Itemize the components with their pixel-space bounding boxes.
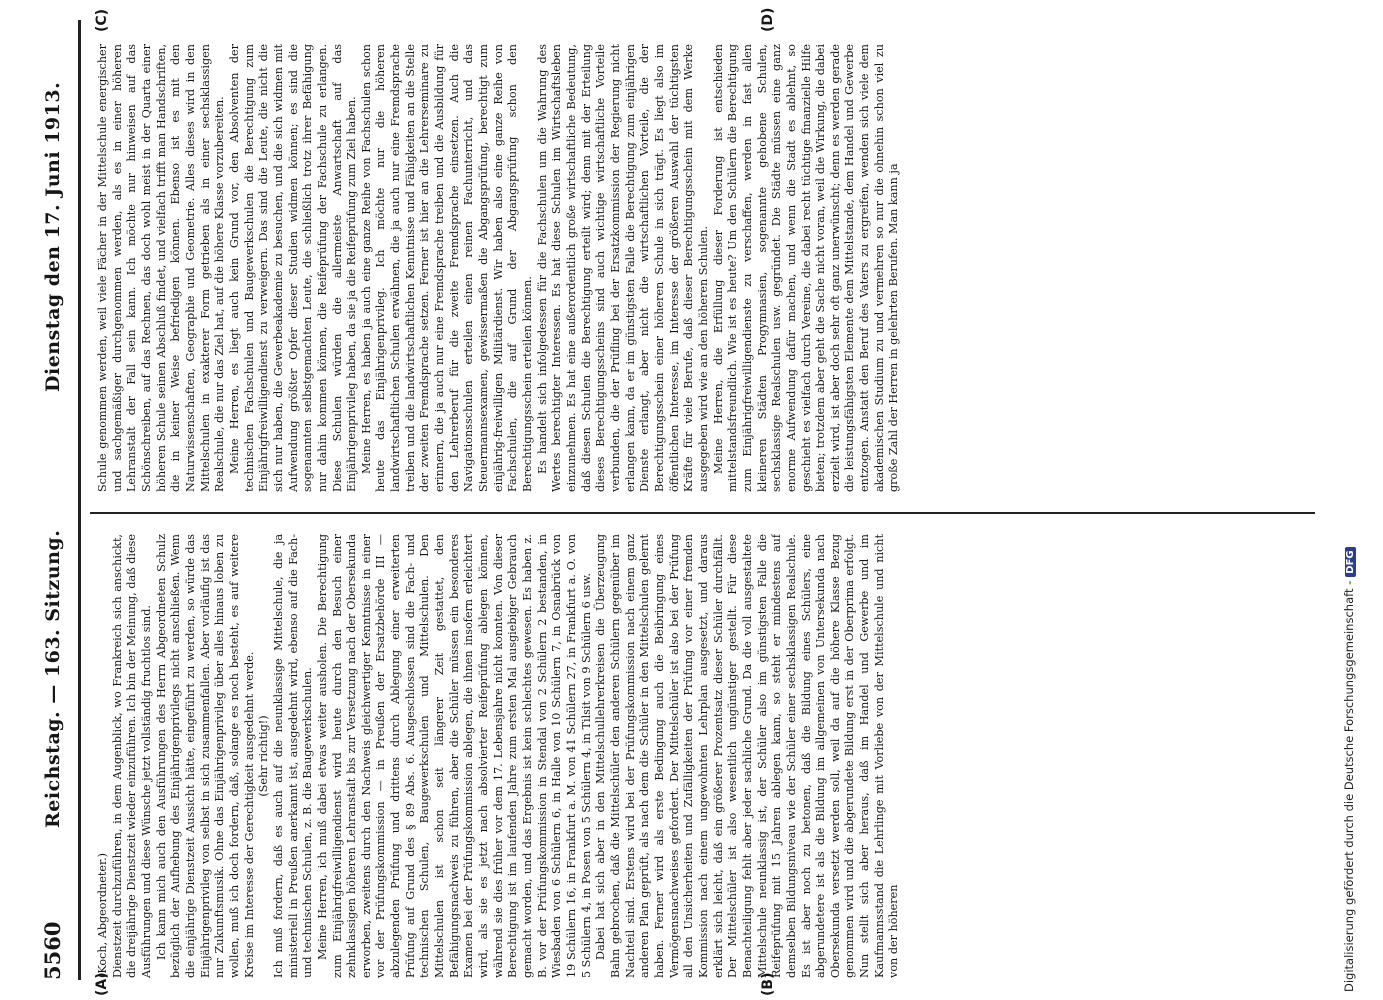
margin-marker-d: (D) [760,7,776,32]
header-rule [78,20,81,980]
speaker-label: (Koch, Abgeordneter.) [96,853,109,978]
right-column [96,44,1313,492]
margin-marker-a: (A) [94,972,110,996]
paragraph: Es handelt sich infolgedessen für die Fachschulen um die Wahrung des Wertes berechtigter Interessen. Es hat diese Schulen im Wirtschaftsleben einzunehmen. Es hat eine außerordentlich große wirtschaftliche Bedeutung, daß diesen Schulen die Berechtigung erteilt wird; denn mit der Erteilung dieses Berechtigungsscheins sind auch wichtige wirtschaftliche Vorteile verbunden, die der Prüfling bei der Ersatzkommission der Regierung nicht erlangen kann, da er im günstigsten Falle die Berechtigung zum einjährigen Dienste erlangt, aber nicht die wirtschaftlichen Vorteile, die der Berechtigungsschein einer höheren Schule in sich trägt. Es liegt also im öffentlichen Interesse, im Interesse der größeren Auswahl der tüchtigsten Kräfte für viele Berufe, daß dieser Berechtigungsschein mit dem Werke ausgegeben wird wie an den höheren Schulen. [535,44,710,492]
session-date: Dienstag den 17. Juni 1913. [42,81,64,392]
margin-marker-b: (B) [760,972,776,996]
dfg-logo: DFG [1345,547,1356,576]
paragraph: Dabei hat sich aber in den Mittelschullehrerkreisen die Überzeugung Bahn gebrochen, daß die Mittelschüler den anderen Schülern gegenüber im Nachteil sind. Erstens wird bei der Prüfungskommission nach einem ganz anderen Plan geprüft, als nach dem die Schüler in den Mittelschulen gelernt haben. Ferner wird als erste Bedingung auch die Beibringung eines Vermögensnachweises gefordert. Der Mittelschüler ist also bei der Prüfung all den Unsicherheiten und Zufälligkeiten der Prüfung vor einer fremden Kommission nach einem ungewohnten Lehrplan ausgesetzt, und daraus erklärt sich leicht, daß ein größerer Prozentsatz dieser Schüler durchfällt. Der Mittelschüler ist also wesentlich ungünstiger gestellt. Für diese Benachteiligung fehlt aber jeder sachliche Grund. Da die voll ausgestaltete Mittelschule neunklassig ist, der Schüler also im günstigsten Falle die Reifeprüfung mit 15 Jahren ablegen kann, so steht er mindestens auf demselben Bildungsniveau wie der Schüler einer sechsklassigen Realschule. Es ist aber noch zu betonen, daß die Bildung eines Schülers, eine abgerundetere ist als die Bildung im allgemeinen von Untersekunda nach Obersekunda versetzt werden soll, weil da auf die höhere Klasse Bezug genommen wird und die abgerundete Bildung erst in der Oberprima erfolgt. Nun stellt sich aber heraus, daß im Handel und Gewerbe und im Kaufmannsstand die Lehrlinge mit Vorliebe von der Mittelschule und nicht von der höheren [594,534,901,978]
left-column [96,534,1313,978]
paragraph: Meine Herren, ich muß dabei etwas weiter ausholen. Die Berechtigung zum Einjährigfreiwilligendienst wird heute durch den Besuch einer zehnklassigen höheren Lehranstalt bis zur Versetzung nach der Obersekunda erworben, zweitens durch den Nachweis gleichwertiger Kenntnisse in einer vor der Prüfungskommission — in Preußen der Ersatzbehörde III — abzulegenden Prüfung und drittens durch Ablegung einer erweiterten Prüfung auf Grund des § 89 Abs. 6. Ausgeschlossen sind die Fach- und technischen Schulen, Baugewerkschulen und Mittelschulen. Den Mittelschulen ist schon seit längerer Zeit gestattet, den Befähigungsnachweis zu führen, aber die Schüler müssen ein besonderes Examen bei der Prüfungskommission ablegen, die ihnen insofern erleichtert wird, als sie es jetzt nach absolvierter Reifeprüfung ablegen können, während sie dies früher vor dem 17. Lebensjahre nicht konnten. Von dieser Berechtigung ist im laufenden Jahre zum ersten Mal ausgiebiger Gebrauch gemacht worden, und das Ergebnis ist kein schlechtes gewesen. Es haben z. B. vor der Prüfungskommission in Stendal von 2 Schülern 2 bestanden, in Wiesbaden von 6 Schülern 6, in Halle von 10 Schülern 7, in Osnabrück von 19 Schülern 16, in Frankfurt a. M. von 41 Schülern 27, in Frankfurt a. O. von 5 Schülern 4, in Posen von 5 Schülern 4, in Tilsit von 9 Schülern 6 usw. [315,534,593,978]
column-divider [90,512,1315,514]
paragraph: Meine Herren, es liegt auch kein Grund vor, den Absolventen der technischen Fachschulen und Baugewerkschulen die Berechtigung zum Einjährigfreiwilligendienst zu verweigern. Das sind die Leute, die nicht die sich nur haben, die Gewerbeakademie zu besuchen, und die sich widmen mit Aufwendung größter Opfer dieser Studien widmen können; es sind die sogenannten selbstgemachten Leute, die schließlich trotz ihrer Befähigung nur dahin kommen können, die Reifeprüfung der Fachschule zu erlangen. Diese Schulen würden die allermeiste Anwartschaft auf das Einjährigenprivileg haben, da sie ja die Reifeprüfung zum Ziel haben. [227,44,359,492]
credit-text: Digitalisierung gefördert durch die Deutsche Forschungsgemeinschaft - [1342,580,1356,992]
session-title: Reichstag. — 163. Sitzung. [42,529,64,828]
paragraph: Meine Herren, die Erfüllung dieser Forderung ist entschieden mittelstandsfreundlich. Wie ist es heute? Um den Schülern die Berechtigung zum Einjährigfreiwilligendienste zu verschaffen, werden in fast allen kleineren Städten Progymnasien, sogenannte gehobene Schulen, sechsklassige Realschulen usw. gegründet. Die Städte müssen eine ganz enorme Aufwendung dafür machen, und wenn die Stadt es ablehnt, so geschieht es vielfach durch Vereine, die dabei recht tüchtige finanzielle Hilfe bieten; trotzdem aber geht die Sache nicht voran, weil die Wirkung, die dabei erzielt wird, ist aber doch sehr oft ganz unerwünscht; denn es werden gerade die leistungsfähigsten Elemente dem Mittelstande, dem Handel und Gewerbe entzogen. Anstatt den Beruf des Vaters zu ergreifen, wenden sich viele dem akademischen Studium zu und vermehren so nur die ohnehin schon viel zu große Zahl der Herren in gelehrten Berufen. Man kann ja [711,44,901,492]
page-header [34,20,70,980]
paragraph: Ich kann mich auch den Ausführungen des Herrn Abgeordneten Schulz bezüglich der Aufhebung des Einjährigenprivilegs nicht anschließen. Wenn die einjährige Dienstzeit Aussicht hätte, eingeführt zu werden, so würde das Einjährigenprivileg von selbst in sich zusammenfallen. Aber vorläufig ist das nur Zukunftsmusik. Ohne das Einjährigenprivileg über alles hinaus loben zu wollen, muß ich doch fordern, daß, solange es noch besteht, es auf weitere Kreise im Interesse der Gerechtigkeit ausgedehnt werde. [154,534,256,978]
page-number: 5560 [40,921,65,980]
margin-marker-c: (C) [94,8,110,32]
digitization-credit [1342,2,1356,992]
paragraph: Meine Herren, es haben ja auch eine ganze Reihe von Fachschulen schon heute das Einjährigenprivileg. Ich möchte nur die höheren landwirtschaftlichen Schulen erwähnen, die ja auch nur eine Fremdsprache treiben und die landwirtschaftlichen Kenntnisse und Fähigkeiten an die Stelle der zweiten Fremdsprache setzen. Ferner ist hier an die Lehrerseminare zu erinnern, die ja auch nur eine Fremdsprache treiben und die Ausbildung für den Lehrerberuf für die zweite Fremdsprache einsetzen. Auch die Navigationsschulen erteilen einen reinen Fachunterricht, und das Steuermannsexamen, gewissermaßen die Abgangsprüfung, berechtigt zum einjährig-freiwilligen Militärdienst. Wir haben also eine ganze Reihe von Fachschulen, die auf Grund der Abgangsprüfung schon den Berechtigungsschein erteilen können. [359,44,535,492]
interjection: (Sehr richtig!) [257,715,271,797]
paragraph: Schule genommen werden, weil viele Fächer in der Mittelschule energischer und sachgemäßiger durchgenommen werden, als es in einer höheren Lehranstalt der Fall sein kann. Ich möchte nur hinweisen auf das Schönschreiben, auf das Rechnen, das doch wohl meist in der Quarta einer höheren Schule seinen Abschluß findet, und vielfach trifft man Handschriften, die in keiner Weise befriedigen können. Ebenso ist es mit den Naturwissenschaften, Geographie und Geometrie. Alles dieses wird in den Mittelschulen in exakterer Form getrieben als in einer sechsklassigen Realschule, die nur das Ziel hat, auf die höhere Klasse vorzubereiten. [96,44,227,492]
paragraph: Ich muß fordern, daß es auch auf die neunklassige Mittelschule, die ja ministeriell in Preußen anerkannt ist, ausgedehnt wird, ebenso auf die Fach- und technischen Schulen, z. B. die Baugewerkschulen. [271,534,315,978]
paragraph: Dienstzeit durchzuführen, in dem Augenblick, wo Frankreich sich anschickt, die dreijährige Dienstzeit wieder einzuführen. Ich bin der Meinung, daß diese Ausführungen und diese Wünsche jetzt vollständig fruchtlos sind. [110,534,153,978]
